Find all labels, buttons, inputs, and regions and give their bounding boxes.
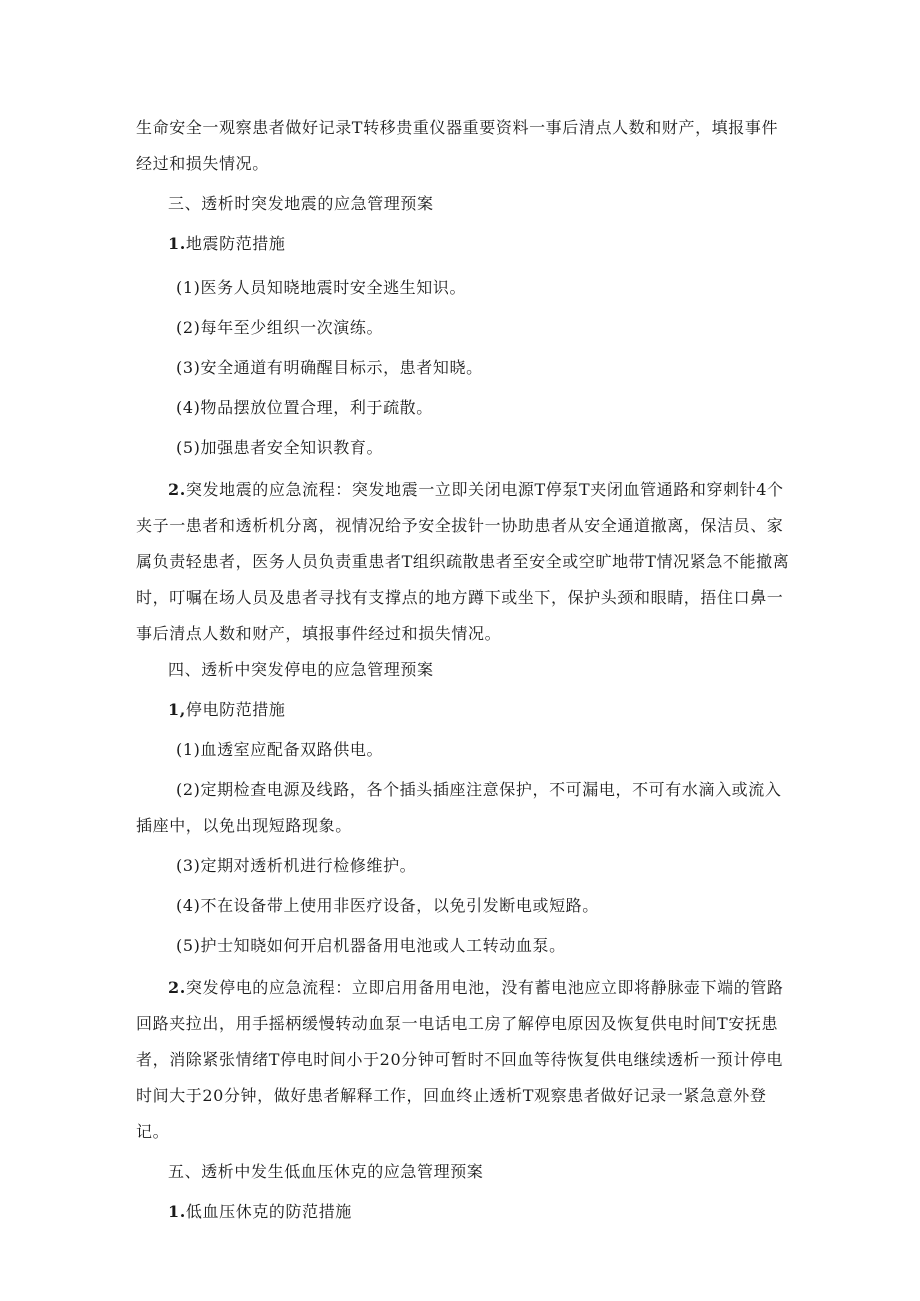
section4-sub1-num: 1, [168,700,186,719]
section5-sub1-heading [136,1194,792,1230]
section4-item-1: (1)血透室应配备双路供电。 [176,740,384,759]
section4-sub1-heading [136,692,792,728]
section5-sub1-num: 1. [168,1202,186,1221]
section3-sub1-title: 地震防范措施 [185,234,286,253]
section3-sub1-heading [136,226,792,262]
section3-title: 三、透析时突发地震的应急管理预案 [168,194,434,213]
section3-item-3: (3)安全通道有明确醒目标示，患者知晓。 [176,358,483,377]
section3-item-5: (5)加强患者安全知识教育。 [176,438,384,457]
section3-sub2-title: 突发地震的应急流程： [185,480,352,499]
intro-continuation: 生命安全一观察患者做好记录T转移贵重仪器重要资料一事后清点人数和财产，填报事件经过和损失情况。 [136,118,779,173]
section3-sub1-num: 1. [168,234,186,253]
section4-sub2-text: 立即启用备用电池，没有蓄电池应立即将静脉壶下端的管路回路夹拉出，用手摇柄缓慢转动血泵一电话电工房了解停电原因及恢复供电时间T安抚患者，消除紧张情绪T停电时间小于20分钟可暂时不回血等待恢复供电继续透析一预计停电时间大于20分钟，做好患者解释工作，回血终止透析T观察患者做好记录一紧急意外登记。 [136,978,784,1141]
section3-item-2: (2)每年至少组织一次演练。 [176,318,384,337]
section4-item-5: (5)护士知晓如何开启机器备用电池或人工转动血泵。 [176,936,566,955]
section3-sub2-paragraph [136,472,792,652]
section3-sub2-num: 2. [168,480,186,499]
section3-item-4: (4)物品摆放位置合理，利于疏散。 [176,398,433,417]
section4-sub2-title: 突发停电的应急流程： [185,978,352,997]
document-page [136,110,792,1230]
section5-sub1-title: 低血压休克的防范措施 [185,1202,352,1221]
section4-title: 四、透析中突发停电的应急管理预案 [168,660,434,679]
section4-sub2-paragraph [136,970,792,1150]
section4-sub2-num: 2. [168,978,186,997]
section3-sub2-text: 突发地震一立即关闭电源T停泵T夹闭血管通路和穿刺针4个夹子一患者和透析机分离，视情况给予安全拔针一协助患者从安全通道撤离，保洁员、家属负责轻患者，医务人员负责重患者T组织疏散患者至安全或空旷地带T情况紧急不能撤离时，叮嘱在场人员及患者寻找有支撑点的地方蹲下或坐下，保护头颈和眼睛，捂住口鼻一事后清点人数和财产，填报事件经过和损失情况。 [136,480,790,643]
section4-item-3: (3)定期对透析机进行检修维护。 [176,856,417,875]
section4-item-2-text: (2)定期检查电源及线路，各个插头插座注意保护，不可漏电，不可有水滴入或流入插座中，以免出现短路现象。 [136,780,782,835]
section4-item-4: (4)不在设备带上使用非医疗设备，以免引发断电或短路。 [176,896,599,915]
section3-item-1: (1)医务人员知晓地震时安全逃生知识。 [176,278,467,297]
section4-item-2 [136,772,792,844]
section4-sub1-title: 停电防范措施 [185,700,286,719]
section5-title: 五、透析中发生低血压休克的应急管理预案 [168,1162,484,1181]
